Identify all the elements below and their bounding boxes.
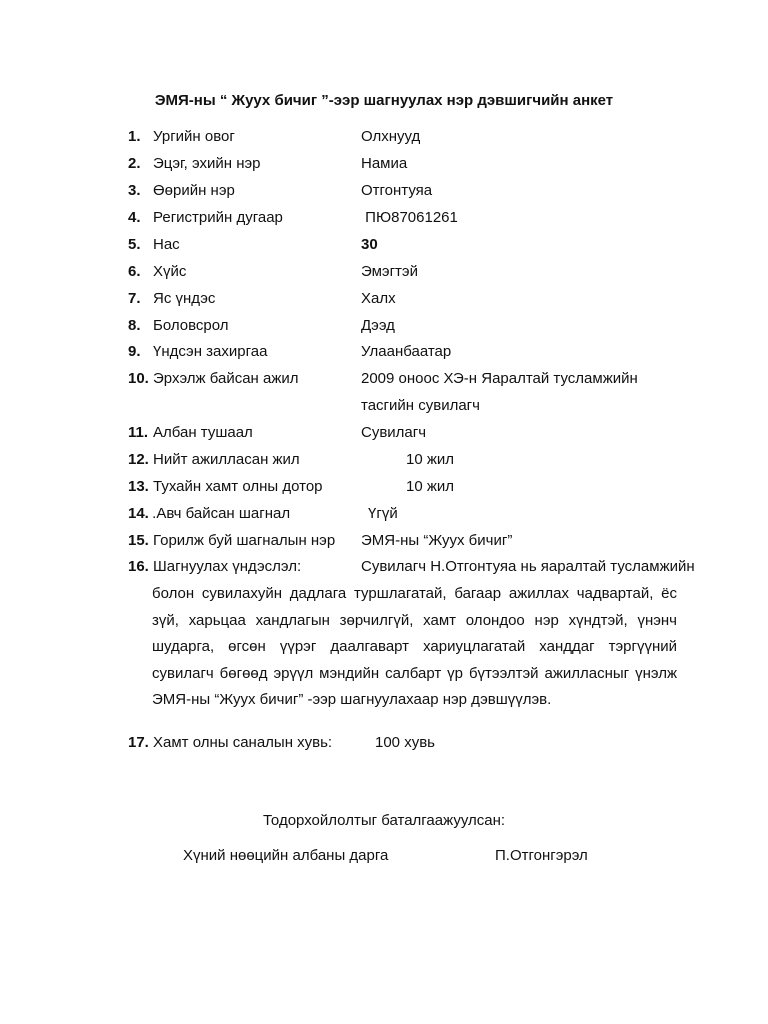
paragraph-line: ЭМЯ-ны “Жуух бичиг” -ээр шагнуулахаар нэр дэвшүүлэв. (152, 691, 552, 708)
field-label: Нийт ажилласан жил (153, 451, 300, 468)
field-value: Халх (361, 290, 396, 307)
field-number: 7. (128, 290, 141, 307)
field-row-1 (128, 127, 678, 147)
field-value: 10 жил (406, 478, 455, 495)
field-row-9 (128, 342, 678, 362)
field-value: Эмэгтэй (361, 263, 418, 280)
field-row-6 (128, 262, 678, 282)
field-number: 15. (128, 532, 149, 549)
field-row-14 (128, 504, 678, 524)
field-row-13 (128, 477, 678, 497)
paragraph-line: болон сувилахуйн дадлага туршлагатай, багаар ажиллах чадвартай, ёс (152, 585, 677, 602)
justification-paragraph (152, 581, 677, 714)
field-number: 4. (128, 209, 141, 226)
field-value: ПЮ87061261 (361, 209, 458, 226)
field-label: Яс үндэс (153, 290, 216, 307)
field-value: 10 жил (406, 451, 455, 468)
field-row-7 (128, 289, 678, 309)
field-row-12 (128, 450, 678, 470)
field-label: Ургийн овог (153, 128, 235, 145)
field-number: 1. (128, 128, 141, 145)
paragraph-line: шударга, өгсөн үүрэг даалгаварт хариуцлагатай ханддаг тэргүүний (152, 638, 677, 655)
field-number: 17. (128, 734, 149, 751)
field-value: 30 (361, 236, 378, 253)
field-number: 13. (128, 478, 149, 495)
paragraph-line: сувилагч бөгөөд эрүүл мэндийн салбарт үр бүтээлтэй ажилласныг үнэлж (152, 664, 677, 682)
field-value: Намиа (361, 155, 408, 172)
field-label: Үндсэн захиргаа (153, 343, 268, 360)
field-number: 9. (128, 343, 141, 360)
field-number: 12. (128, 451, 149, 468)
field-row-17 (128, 733, 678, 753)
field-row-15 (128, 531, 678, 551)
signatory-role: Хүний нөөцийн албаны дарга (183, 847, 389, 864)
field-value: Дээд (361, 317, 395, 334)
field-number: 11. (128, 424, 149, 441)
field-number: 16. (128, 558, 149, 575)
field-number: 6. (128, 263, 141, 280)
signatory-name: П.Отгонгэрэл (495, 847, 588, 864)
field-label: Шагнуулах үндэслэл: (153, 558, 302, 575)
field-value: Олхнууд (361, 128, 421, 145)
field-value: ЭМЯ-ны “Жуух бичиг” (361, 532, 513, 549)
field-row-8 (128, 316, 678, 336)
field-label: Эцэг, эхийн нэр (153, 155, 261, 172)
field-number: 8. (128, 317, 141, 334)
field-row-4 (128, 208, 678, 228)
field-row-5 (128, 235, 678, 255)
field-number: 2. (128, 155, 141, 172)
field-label: .Авч байсан шагнал (148, 505, 291, 522)
field-number: 5. (128, 236, 141, 253)
field-label: Регистрийн дугаар (153, 209, 283, 226)
field-number: 3. (128, 182, 141, 199)
field-row-10-cont (128, 396, 678, 416)
field-row-16 (128, 557, 695, 577)
field-value: Сувилагч Н.Отгонтуяа нь яаралтай тусламжийн (361, 558, 695, 575)
field-row-10 (128, 369, 678, 389)
field-value: 100 хувь (375, 734, 435, 751)
field-value: Сувилагч (361, 424, 427, 441)
field-label: Хүйс (153, 263, 187, 280)
paragraph-line: зүй, харьцаа хандлагын зөрчилгүй, хамт олондоо нэр хүндтэй, үнэнч (152, 611, 677, 629)
field-label: Горилж буй шагналын нэр (153, 532, 336, 549)
field-label: Нас (153, 236, 180, 253)
confirmation-text: Тодорхойлолтыг баталгаажуулсан: (262, 812, 506, 829)
field-number: 14. (128, 505, 149, 522)
field-row-2 (128, 154, 678, 174)
field-row-3 (128, 181, 678, 201)
field-row-11 (128, 423, 678, 443)
field-value-continuation: тасгийн сувилагч (361, 397, 480, 414)
field-label: Эрхэлж байсан ажил (153, 370, 299, 387)
page-title: ЭМЯ-ны “ Жуух бичиг ”-ээр шагнуулах нэр дэвшигчийн анкет (154, 92, 614, 109)
field-label: Хамт олны саналын хувь: (153, 734, 333, 751)
field-label: Өөрийн нэр (153, 182, 235, 199)
field-value: Үгүй (368, 505, 398, 522)
field-label: Тухайн хамт олны дотор (153, 478, 323, 495)
field-label: Албан тушаал (153, 424, 253, 441)
field-value: Улаанбаатар (361, 343, 452, 360)
field-number: 10. (128, 370, 149, 387)
field-label: Боловсрол (153, 317, 229, 334)
field-value: Отгонтуяа (361, 182, 433, 199)
field-value: 2009 оноос ХЭ-н Яаралтай тусламжийн (361, 370, 638, 387)
